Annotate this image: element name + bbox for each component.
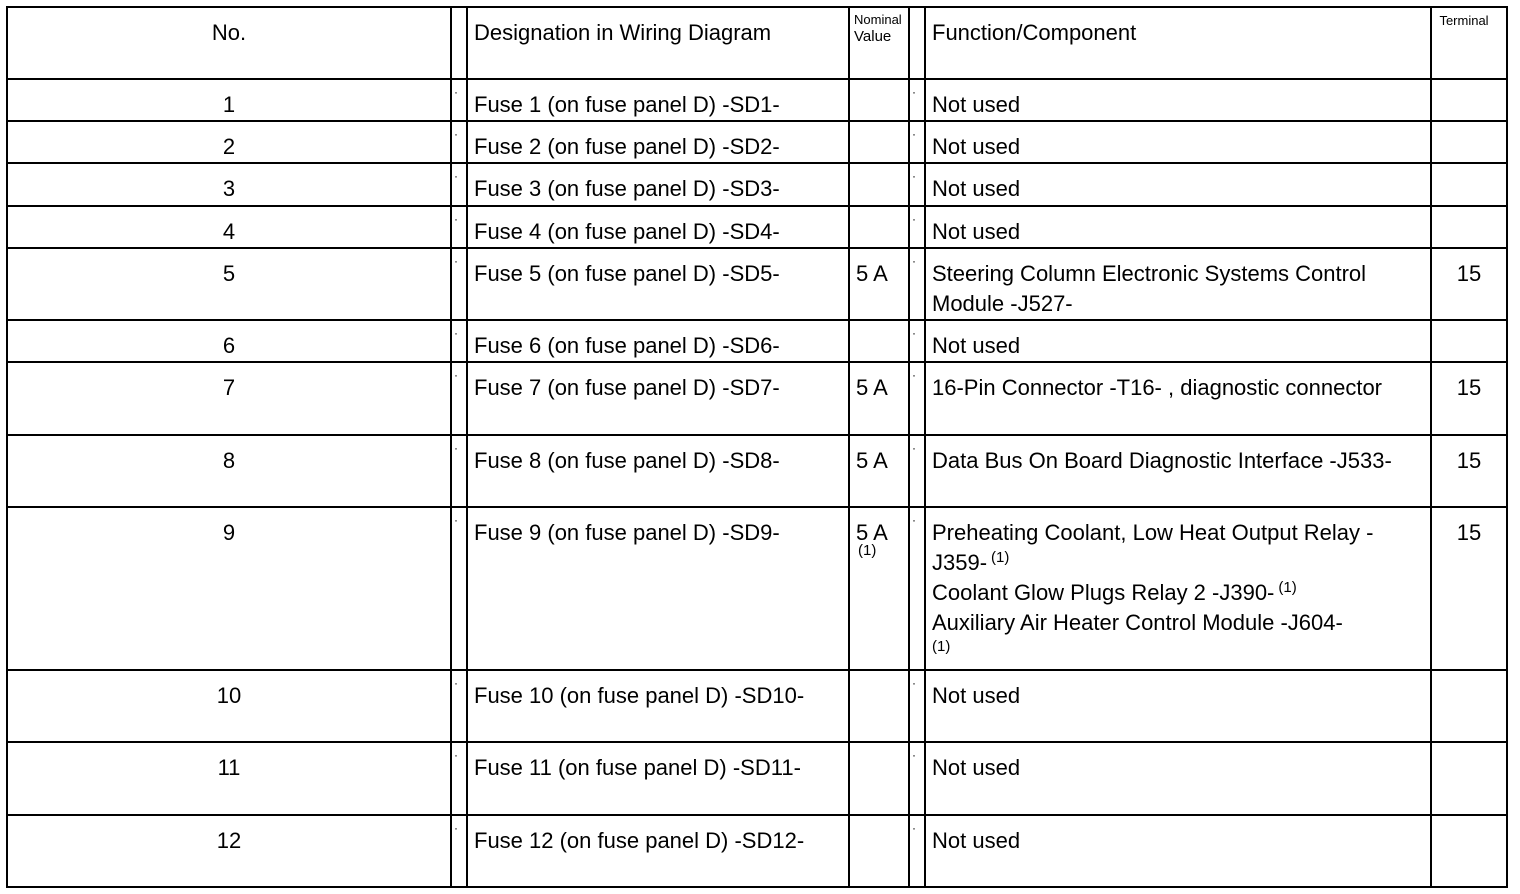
nominal-value-text: 5 A [856, 520, 888, 546]
table-header-row [7, 7, 1507, 79]
separator-mark: · [912, 127, 916, 142]
fuse-table [6, 6, 1508, 888]
separator-cell [909, 815, 925, 887]
cell-nominal-value [849, 320, 909, 362]
nominal-value-text [850, 164, 908, 174]
cell-terminal [1431, 670, 1507, 742]
nominal-value-text [850, 122, 908, 132]
separator-cell [909, 320, 925, 362]
cell-nominal-value [849, 435, 909, 507]
cell-nominal-value [849, 742, 909, 814]
terminal-text [1432, 321, 1506, 331]
cell-designation [467, 79, 849, 121]
separator-cell [909, 121, 925, 163]
cell-function [925, 742, 1431, 814]
function-text: 16-Pin Connector -T16- , diagnostic connector [932, 375, 1383, 401]
cell-designation [467, 507, 849, 670]
separator-mark: · [912, 85, 916, 99]
function-line [932, 578, 1424, 608]
separator-cell [451, 435, 467, 507]
nominal-value-text [850, 321, 908, 331]
row-number: 10 [216, 682, 242, 708]
separator-cell [451, 670, 467, 742]
table-row [7, 248, 1507, 320]
separator-cell [451, 79, 467, 121]
cell-nominal-value [849, 121, 909, 163]
fuse-table-document [6, 6, 1506, 888]
function-text: Data Bus On Board Diagnostic Interface -J533- [932, 447, 1392, 473]
header-designation: Designation in Wiring Diagram [467, 7, 849, 79]
function-line-text: Preheating Coolant, Low Heat Output Relay -J359- [932, 520, 1374, 576]
separator-cell [909, 362, 925, 434]
function-text: Not used [932, 682, 1021, 708]
cell-designation [467, 163, 849, 205]
nominal-value-text [850, 207, 908, 217]
separator-mark: · [912, 253, 916, 268]
designation-text: Fuse 10 (on fuse panel D) -SD10- [474, 682, 805, 708]
cell-nominal-value [849, 362, 909, 434]
terminal-text [1432, 122, 1506, 132]
nominal-value-text [850, 80, 908, 90]
cell-terminal [1431, 815, 1507, 887]
terminal-text: 15 [1456, 447, 1482, 473]
separator-mark: · [912, 675, 916, 690]
terminal-text: 15 [1456, 520, 1482, 546]
cell-nominal-value [849, 79, 909, 121]
cell-function [925, 815, 1431, 887]
cell-terminal [1431, 79, 1507, 121]
table-row [7, 815, 1507, 887]
separator-mark: · [454, 127, 458, 142]
designation-text: Fuse 6 (on fuse panel D) -SD6- [474, 333, 780, 359]
designation-text: Fuse 3 (on fuse panel D) -SD3- [474, 176, 780, 202]
separator-mark: · [912, 820, 916, 835]
designation-text: Fuse 5 (on fuse panel D) -SD5- [474, 260, 780, 286]
separator-mark: · [454, 85, 458, 99]
cell-designation [467, 815, 849, 887]
table-row [7, 507, 1507, 670]
separator-mark: · [454, 169, 458, 184]
cell-designation [467, 248, 849, 320]
function-text: Not used [932, 333, 1021, 359]
function-text: Not used [932, 755, 1021, 781]
separator-mark: · [454, 368, 458, 383]
function-line [932, 608, 1424, 656]
cell-terminal [1431, 362, 1507, 434]
cell-designation [467, 670, 849, 742]
function-line [932, 518, 1424, 578]
cell-nominal-value [849, 507, 909, 670]
separator-mark: · [912, 368, 916, 383]
designation-text: Fuse 8 (on fuse panel D) -SD8- [474, 447, 780, 473]
table-row [7, 206, 1507, 248]
terminal-text [1432, 671, 1506, 681]
separator-cell [909, 248, 925, 320]
function-text: Not used [932, 134, 1021, 160]
nominal-footnote: (1) [858, 542, 877, 560]
row-number: 4 [222, 218, 236, 244]
separator-mark: · [454, 211, 458, 226]
cell-function [925, 79, 1431, 121]
row-number: 8 [222, 447, 236, 473]
cell-nominal-value [849, 163, 909, 205]
designation-text: Fuse 1 (on fuse panel D) -SD1- [474, 92, 780, 117]
row-number: 11 [217, 755, 241, 781]
table-row [7, 362, 1507, 434]
cell-terminal [1431, 206, 1507, 248]
separator-mark: · [454, 675, 458, 690]
cell-nominal-value [849, 815, 909, 887]
cell-nominal-value [849, 670, 909, 742]
separator-mark: · [912, 440, 916, 455]
header-function: Function/Component [925, 7, 1431, 79]
cell-function [925, 362, 1431, 434]
separator-cell [909, 206, 925, 248]
function-text [926, 508, 1430, 656]
designation-text: Fuse 11 (on fuse panel D) -SD11- [474, 755, 801, 781]
separator-mark: · [454, 253, 458, 268]
designation-text: Fuse 9 (on fuse panel D) -SD9- [474, 520, 780, 546]
terminal-text [1432, 164, 1506, 174]
separator-cell [909, 742, 925, 814]
nominal-value-text: 5 A [856, 447, 888, 473]
separator-cell [451, 362, 467, 434]
cell-terminal [1431, 121, 1507, 163]
table-row [7, 435, 1507, 507]
cell-function [925, 320, 1431, 362]
cell-terminal [1431, 320, 1507, 362]
cell-no [7, 435, 451, 507]
cell-no [7, 362, 451, 434]
cell-terminal [1431, 248, 1507, 320]
cell-no [7, 121, 451, 163]
row-number: 6 [222, 333, 236, 359]
separator-mark: · [912, 513, 916, 528]
separator-cell [451, 815, 467, 887]
row-number: 12 [216, 827, 242, 853]
cell-no [7, 79, 451, 121]
cell-nominal-value [849, 248, 909, 320]
row-number: 7 [222, 375, 236, 401]
nominal-value-text: 5 A [856, 375, 888, 401]
table-row [7, 670, 1507, 742]
cell-function [925, 206, 1431, 248]
separator-cell [451, 742, 467, 814]
cell-nominal-value [849, 206, 909, 248]
nominal-value-text [850, 816, 908, 826]
cell-function [925, 121, 1431, 163]
header-terminal: Terminal [1431, 7, 1507, 79]
nominal-value-text [850, 743, 908, 753]
row-number: 5 [222, 260, 236, 286]
separator-mark: · [912, 169, 916, 184]
cell-function [925, 507, 1431, 670]
cell-no [7, 742, 451, 814]
header-nominal-value [849, 7, 909, 79]
separator-mark: · [454, 326, 458, 341]
separator-mark: · [454, 820, 458, 835]
header-no: No. [7, 7, 451, 79]
cell-no [7, 507, 451, 670]
separator-mark: · [912, 748, 916, 763]
cell-designation [467, 121, 849, 163]
cell-no [7, 163, 451, 205]
separator-cell [909, 435, 925, 507]
terminal-text: 15 [1456, 375, 1482, 401]
separator-cell [451, 320, 467, 362]
terminal-text: 15 [1456, 260, 1482, 286]
cell-designation [467, 362, 849, 434]
separator-cell [451, 121, 467, 163]
function-footnote: (1) [932, 638, 951, 656]
function-text: Steering Column Electronic Systems Control Module -J527- [932, 260, 1367, 316]
cell-function [925, 163, 1431, 205]
function-text: Not used [932, 827, 1021, 853]
cell-no [7, 248, 451, 320]
terminal-text [1432, 207, 1506, 217]
table-body [7, 79, 1507, 887]
cell-function [925, 248, 1431, 320]
row-number: 1 [222, 92, 236, 117]
terminal-text [1432, 743, 1506, 753]
table-row [7, 121, 1507, 163]
separator-mark: · [454, 748, 458, 763]
header-nominal-line1: Nominal [854, 12, 902, 27]
cell-designation [467, 742, 849, 814]
table-row [7, 742, 1507, 814]
function-text: Not used [932, 92, 1021, 117]
separator-cell [909, 163, 925, 205]
designation-text: Fuse 7 (on fuse panel D) -SD7- [474, 375, 780, 401]
cell-function [925, 435, 1431, 507]
cell-no [7, 815, 451, 887]
separator-cell [909, 507, 925, 670]
separator-cell [909, 7, 925, 79]
cell-no [7, 320, 451, 362]
separator-cell [451, 7, 467, 79]
cell-terminal [1431, 507, 1507, 670]
row-number: 3 [222, 176, 236, 202]
cell-terminal [1431, 742, 1507, 814]
function-footnote: (1) [991, 549, 1010, 567]
separator-mark: · [454, 440, 458, 455]
row-number: 2 [222, 134, 236, 160]
cell-designation [467, 206, 849, 248]
function-line-text: Auxiliary Air Heater Control Module -J604- [932, 610, 1343, 636]
designation-text: Fuse 12 (on fuse panel D) -SD12- [474, 827, 805, 853]
cell-no [7, 670, 451, 742]
function-line-text: Coolant Glow Plugs Relay 2 -J390- [932, 580, 1275, 606]
function-text: Not used [932, 218, 1021, 244]
designation-text: Fuse 4 (on fuse panel D) -SD4- [474, 218, 780, 244]
cell-terminal [1431, 435, 1507, 507]
table-row [7, 320, 1507, 362]
separator-cell [451, 163, 467, 205]
separator-mark: · [912, 326, 916, 341]
separator-cell [909, 79, 925, 121]
cell-no [7, 206, 451, 248]
cell-function [925, 670, 1431, 742]
function-text: Not used [932, 176, 1021, 202]
terminal-text [1432, 80, 1506, 90]
separator-cell [451, 206, 467, 248]
separator-cell [909, 670, 925, 742]
nominal-value-text [850, 671, 908, 681]
terminal-text [1432, 816, 1506, 826]
cell-terminal [1431, 163, 1507, 205]
table-row [7, 163, 1507, 205]
row-number: 9 [222, 520, 236, 546]
separator-cell [451, 507, 467, 670]
function-footnote: (1) [1278, 579, 1297, 597]
table-row [7, 79, 1507, 121]
cell-designation [467, 435, 849, 507]
header-nominal-line2: Value [854, 28, 892, 45]
designation-text: Fuse 2 (on fuse panel D) -SD2- [474, 134, 780, 160]
cell-designation [467, 320, 849, 362]
separator-cell [451, 248, 467, 320]
nominal-value-text: 5 A [856, 260, 888, 286]
separator-mark: · [454, 513, 458, 528]
separator-mark: · [912, 211, 916, 226]
